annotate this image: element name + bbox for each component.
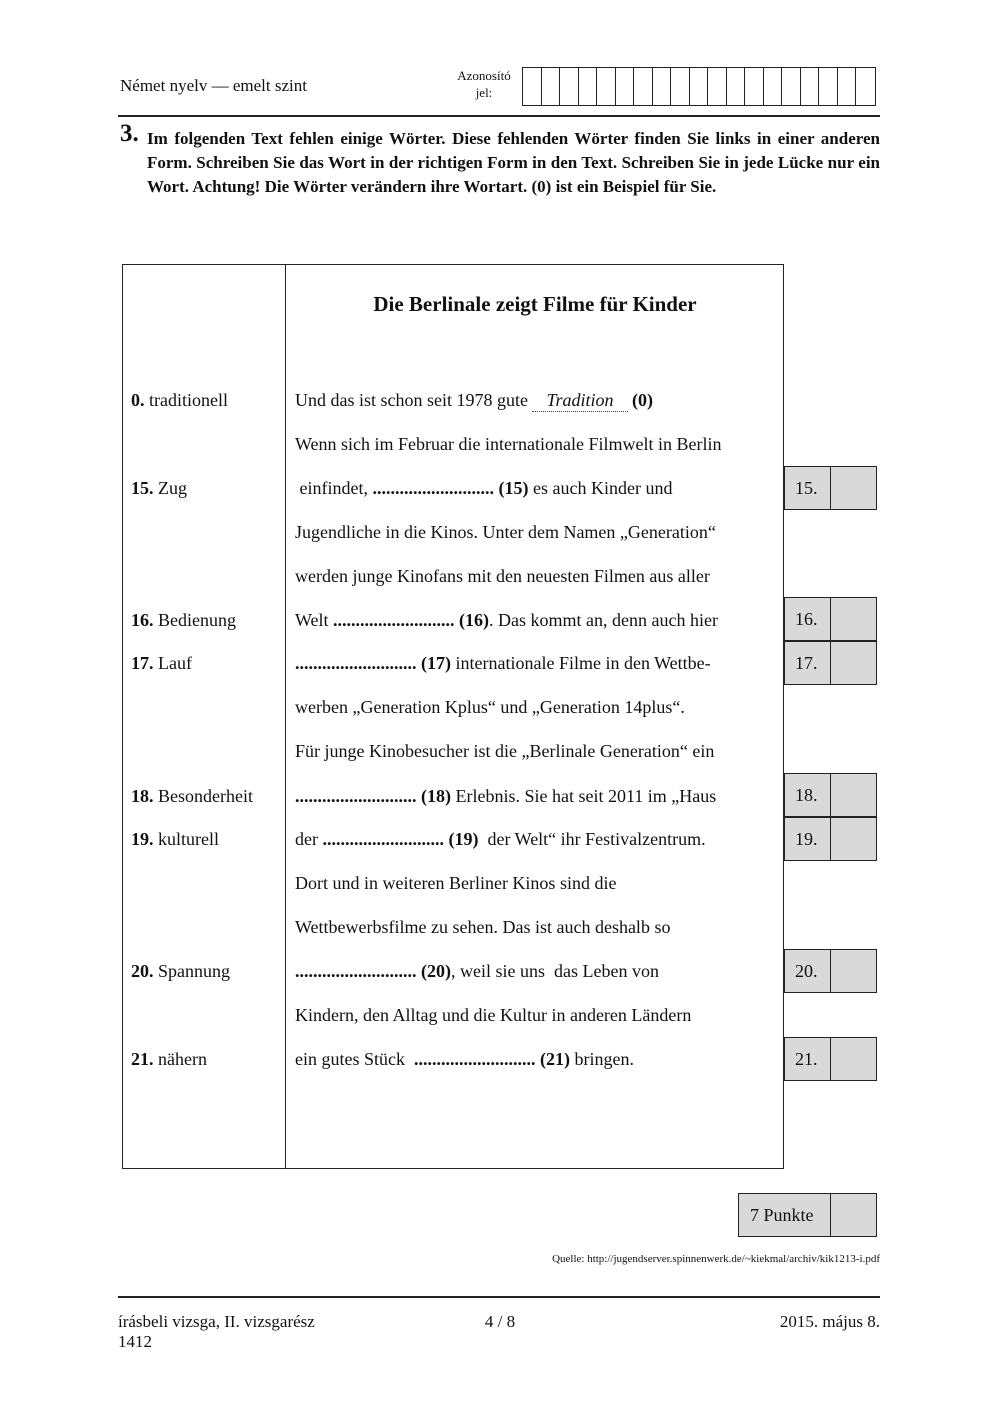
id-cell[interactable]	[560, 68, 579, 105]
id-cell[interactable]	[708, 68, 727, 105]
score-box-label: 20.	[785, 950, 831, 992]
id-label-line2: jel:	[475, 85, 493, 100]
line-pre: Und das ist schon seit 1978 gute	[295, 390, 528, 410]
score-box-label: 16.	[785, 598, 831, 640]
word-text: traditionell	[149, 390, 228, 410]
text-line-example	[295, 390, 653, 412]
id-cell[interactable]	[634, 68, 653, 105]
footer-code: 1412	[118, 1332, 152, 1351]
id-cell[interactable]	[671, 68, 690, 105]
word-number: 21.	[131, 1049, 154, 1069]
word-number: 16.	[131, 610, 154, 630]
gap-marker: (18)	[421, 786, 451, 806]
gap-blank[interactable]: ...........................	[333, 610, 455, 630]
line-post: der Welt“ ihr Festivalzentrum.	[478, 829, 706, 849]
score-box-label: 18.	[785, 774, 831, 816]
gap-marker: (19)	[448, 829, 479, 849]
line-post: internationale Filme in den Wettbe-	[451, 653, 711, 673]
gap-blank[interactable]: ...........................	[414, 1049, 536, 1069]
task-number: 3.	[120, 120, 139, 147]
text-line: Für junge Kinobesucher ist die „Berlinale Generation“ ein	[295, 741, 715, 761]
line-pre: ein gutes Stück	[295, 1049, 414, 1069]
word-number: 20.	[131, 961, 154, 981]
word-number: 19.	[131, 829, 154, 849]
gap-blank[interactable]: ...........................	[322, 829, 444, 849]
text-line: werben „Generation Kplus“ und „Generation 14plus“.	[295, 697, 685, 717]
gap-marker: (20)	[421, 961, 451, 981]
score-box-field[interactable]	[831, 818, 876, 860]
example-answer: Tradition	[532, 390, 628, 412]
text-line-gap-21	[295, 1049, 634, 1070]
text-line: Wenn sich im Februar die internationale Filmwelt in Berlin	[295, 434, 722, 454]
source-citation: Quelle: http://jugendserver.spinnenwerk.de/~kiekmal/archiv/kik1213-i.pdf	[552, 1253, 880, 1265]
id-cell[interactable]	[801, 68, 820, 105]
word-number: 18.	[131, 786, 154, 806]
text-line: Kindern, den Alltag und die Kultur in anderen Ländern	[295, 1005, 692, 1025]
score-box	[784, 817, 877, 861]
total-score-box	[738, 1193, 877, 1237]
id-entry-grid[interactable]	[522, 67, 876, 106]
score-box	[784, 1037, 877, 1081]
text-line-gap-16	[295, 610, 718, 631]
word-item	[131, 829, 219, 850]
id-cell[interactable]	[690, 68, 709, 105]
word-text: Lauf	[158, 653, 192, 673]
id-cell[interactable]	[727, 68, 746, 105]
total-score-field[interactable]	[831, 1194, 876, 1236]
text-line: Wettbewerbsfilme zu sehen. Das ist auch deshalb so	[295, 917, 671, 937]
text-line: Dort und in weiteren Berliner Kinos sind die	[295, 873, 617, 893]
score-box-field[interactable]	[831, 950, 876, 992]
id-label-line1: Azonosító	[457, 68, 511, 83]
id-cell[interactable]	[616, 68, 635, 105]
total-label: 7 Punkte	[739, 1194, 831, 1236]
word-item	[131, 961, 230, 982]
id-cell[interactable]	[579, 68, 598, 105]
footer-rule	[118, 1296, 880, 1298]
header-rule	[118, 115, 880, 117]
score-box	[784, 949, 877, 993]
word-item	[131, 1049, 207, 1070]
line-post: . Das kommt an, denn auch hier	[489, 610, 718, 630]
score-box-field[interactable]	[831, 1038, 876, 1080]
id-cell[interactable]	[745, 68, 764, 105]
word-text: Spannung	[158, 961, 230, 981]
word-item	[131, 786, 253, 807]
line-pre: Welt	[295, 610, 334, 630]
id-cell[interactable]	[597, 68, 616, 105]
id-cell[interactable]	[819, 68, 838, 105]
score-box-field[interactable]	[831, 467, 876, 509]
line-pre: einfindet,	[295, 478, 373, 498]
score-box	[784, 466, 877, 510]
score-box-label: 21.	[785, 1038, 831, 1080]
page-number: 4 / 8	[484, 1312, 516, 1331]
word-text: Zug	[158, 478, 187, 498]
text-line-gap-19	[295, 829, 706, 850]
score-box-label: 19.	[785, 818, 831, 860]
score-box	[784, 773, 877, 817]
line-post: Erlebnis. Sie hat seit 2011 im „Haus	[451, 786, 717, 806]
score-box	[784, 597, 877, 641]
gap-marker: (17)	[421, 653, 451, 673]
word-item	[131, 610, 236, 631]
column-divider	[285, 264, 286, 1169]
score-box-label: 15.	[785, 467, 831, 509]
score-box	[784, 641, 877, 685]
word-item	[131, 390, 228, 411]
gap-blank[interactable]: ...........................	[372, 478, 494, 498]
gap-blank[interactable]: ...........................	[295, 786, 417, 806]
word-text: Besonderheit	[158, 786, 253, 806]
gap-marker: (0)	[631, 390, 653, 410]
article-title: Die Berlinale zeigt Filme für Kinder	[373, 292, 697, 316]
word-number: 15.	[131, 478, 154, 498]
line-pre: der	[295, 829, 323, 849]
id-cell[interactable]	[764, 68, 783, 105]
line-post: bringen.	[570, 1049, 634, 1069]
word-item	[131, 653, 192, 674]
gap-marker: (15)	[498, 478, 529, 498]
word-text: nähern	[158, 1049, 207, 1069]
word-text: Bedienung	[158, 610, 236, 630]
line-post: , weil sie uns das Leben von	[451, 961, 659, 981]
footer-exam: írásbeli vizsga, II. vizsgarész	[118, 1312, 315, 1331]
text-line-gap-18	[295, 786, 716, 807]
task-instruction: Im folgenden Text fehlen einige Wörter. Diese fehlenden Wörter finden Sie links in einer anderen Form. Schreiben Sie das Wort in der richtigen Form in den Text. Schreiben Sie in jede Lücke nur ein Wort. Achtung! Die Wörter verändern ihre Wortart. (0) ist ein Beispiel für Sie.	[147, 129, 880, 196]
line-post: es auch Kinder und	[528, 478, 673, 498]
score-box-field[interactable]	[831, 598, 876, 640]
gap-blank[interactable]: ...........................	[295, 961, 417, 981]
id-cell[interactable]	[542, 68, 561, 105]
text-line-gap-17	[295, 653, 711, 674]
text-line: werden junge Kinofans mit den neuesten Filmen aus aller	[295, 566, 710, 586]
text-line: Jugendliche in die Kinos. Unter dem Namen „Generation“	[295, 522, 716, 542]
footer-date: 2015. május 8.	[779, 1312, 880, 1331]
header-subject: Német nyelv — emelt szint	[120, 76, 307, 95]
word-number: 0.	[131, 390, 145, 410]
id-cell[interactable]	[856, 68, 875, 105]
id-cell[interactable]	[838, 68, 857, 105]
word-text: kulturell	[158, 829, 219, 849]
id-cell[interactable]	[523, 68, 542, 105]
id-cell[interactable]	[782, 68, 801, 105]
text-line-gap-15	[295, 478, 672, 499]
word-number: 17.	[131, 653, 154, 673]
score-box-field[interactable]	[831, 774, 876, 816]
word-item	[131, 478, 187, 499]
gap-marker: (16)	[459, 610, 490, 630]
score-box-field[interactable]	[831, 642, 876, 684]
gap-blank[interactable]: ...........................	[295, 653, 417, 673]
score-box-label: 17.	[785, 642, 831, 684]
id-cell[interactable]	[653, 68, 672, 105]
text-line-gap-20	[295, 961, 659, 982]
id-label	[448, 67, 520, 101]
gap-marker: (21)	[540, 1049, 570, 1069]
